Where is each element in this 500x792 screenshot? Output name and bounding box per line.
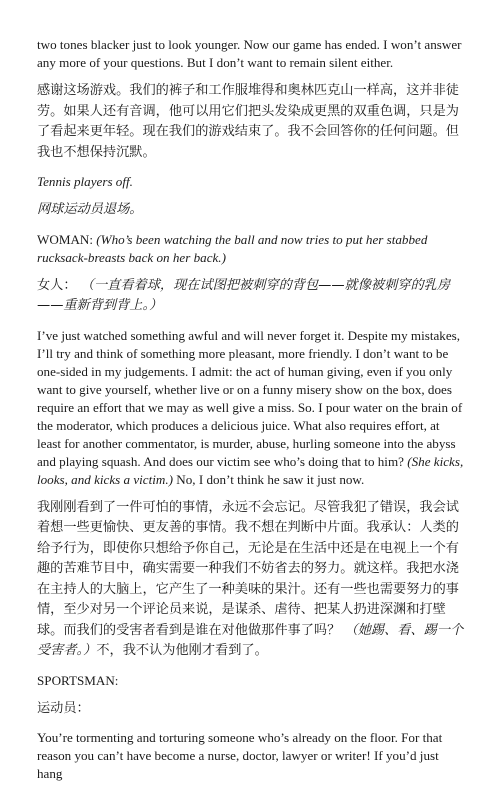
stage-direction-english: Tennis players off.	[37, 174, 133, 189]
speaker-sportsman-chinese: 运动员：	[37, 700, 90, 716]
document-page	[37, 36, 465, 792]
speaker-sportsman-english: SPORTSMAN:	[37, 672, 119, 688]
paragraph-english-1: two tones blacker just to look younger. Now our game has ended. I won’t answer any more of your questions. But I don’t want to remain silent either.	[37, 37, 462, 70]
stage-direction-chinese: 网球运动员退场。	[37, 202, 143, 217]
stage-direction: （她踢、看、踢一个受害者。）	[37, 622, 464, 658]
woman-line-english	[37, 231, 465, 267]
speaker-label: 女人：	[37, 277, 77, 293]
woman-line-chinese	[37, 276, 465, 317]
stage-direction: (Who’s been watching the ball and now tries to put her stabbed rucksack-breasts back on her back.)	[37, 231, 428, 265]
stage-direction: （一直看着球，现在试图把被刺穿的背包——就像被刺穿的乳房——重新背到背上。）	[37, 277, 451, 313]
monologue-chinese	[37, 498, 465, 662]
stage-direction: (She kicks, looks, and kicks a victim.)	[37, 453, 464, 487]
monologue-text: I’ve just watched something awful and will never forget it. Despite my mistakes, I’ll try and think of something more pleasant, more friendly. I don’t want to be one-sided in my judgements. I admit: the act of human giving, even if you only want to give yourself, whether live or on a funny misery show on the box, does require an effort that we may as well give a miss. So. I pour water on the brain of the moderator, which produces a delicious juice. What also requires effort, at least for another commentator, is murder, abuse, hurling someone into the abyss and playing squash. And does our victim see who’s doing that to him?	[37, 327, 463, 469]
monologue-text: 我刚刚看到了一件可怕的事情，永远不会忘记。尽管我犯了错误，我会试着想一些更愉快、更友善的事情。我不想在判断中片面。我承认：人类的给予行为，即使你只想给予你自己，无论是在生活中还是在电视上一个有趣的苦难节目中，确实需要一种我们不妨省去的努力。就这样。我把水浇在主持人的大脑上，它产生了一种美味的果汁。还有一些也需要努力的事情，至少对另一个评论员来说，是谋杀、虐待、把某人扔进深渊和打壁球。而我们的受害者看到是谁在对他做那件事了吗？	[37, 499, 459, 638]
monologue-english	[37, 327, 465, 489]
sportsman-line-english: You’re tormenting and torturing someone who’s already on the floor. For that reason you can’t have become a nurse, doctor, lawyer or writer! If you’d just hang	[37, 730, 443, 781]
monologue-tail: 不，我不认为他刚才看到了。	[96, 643, 268, 658]
speaker-label: WOMAN:	[37, 231, 94, 247]
paragraph-chinese-1: 感谢这场游戏。我们的裤子和工作服堆得和奥林匹克山一样高，这并非徒劳。如果人还有音调，他可以用它们把头发染成更黑的双重色调，只是为了看起来更年轻。现在我们的游戏结束了。我不会回答你的任何问题。但我也不想保持沉默。	[37, 83, 459, 160]
monologue-tail: No, I don’t think he saw it just now.	[176, 471, 365, 487]
